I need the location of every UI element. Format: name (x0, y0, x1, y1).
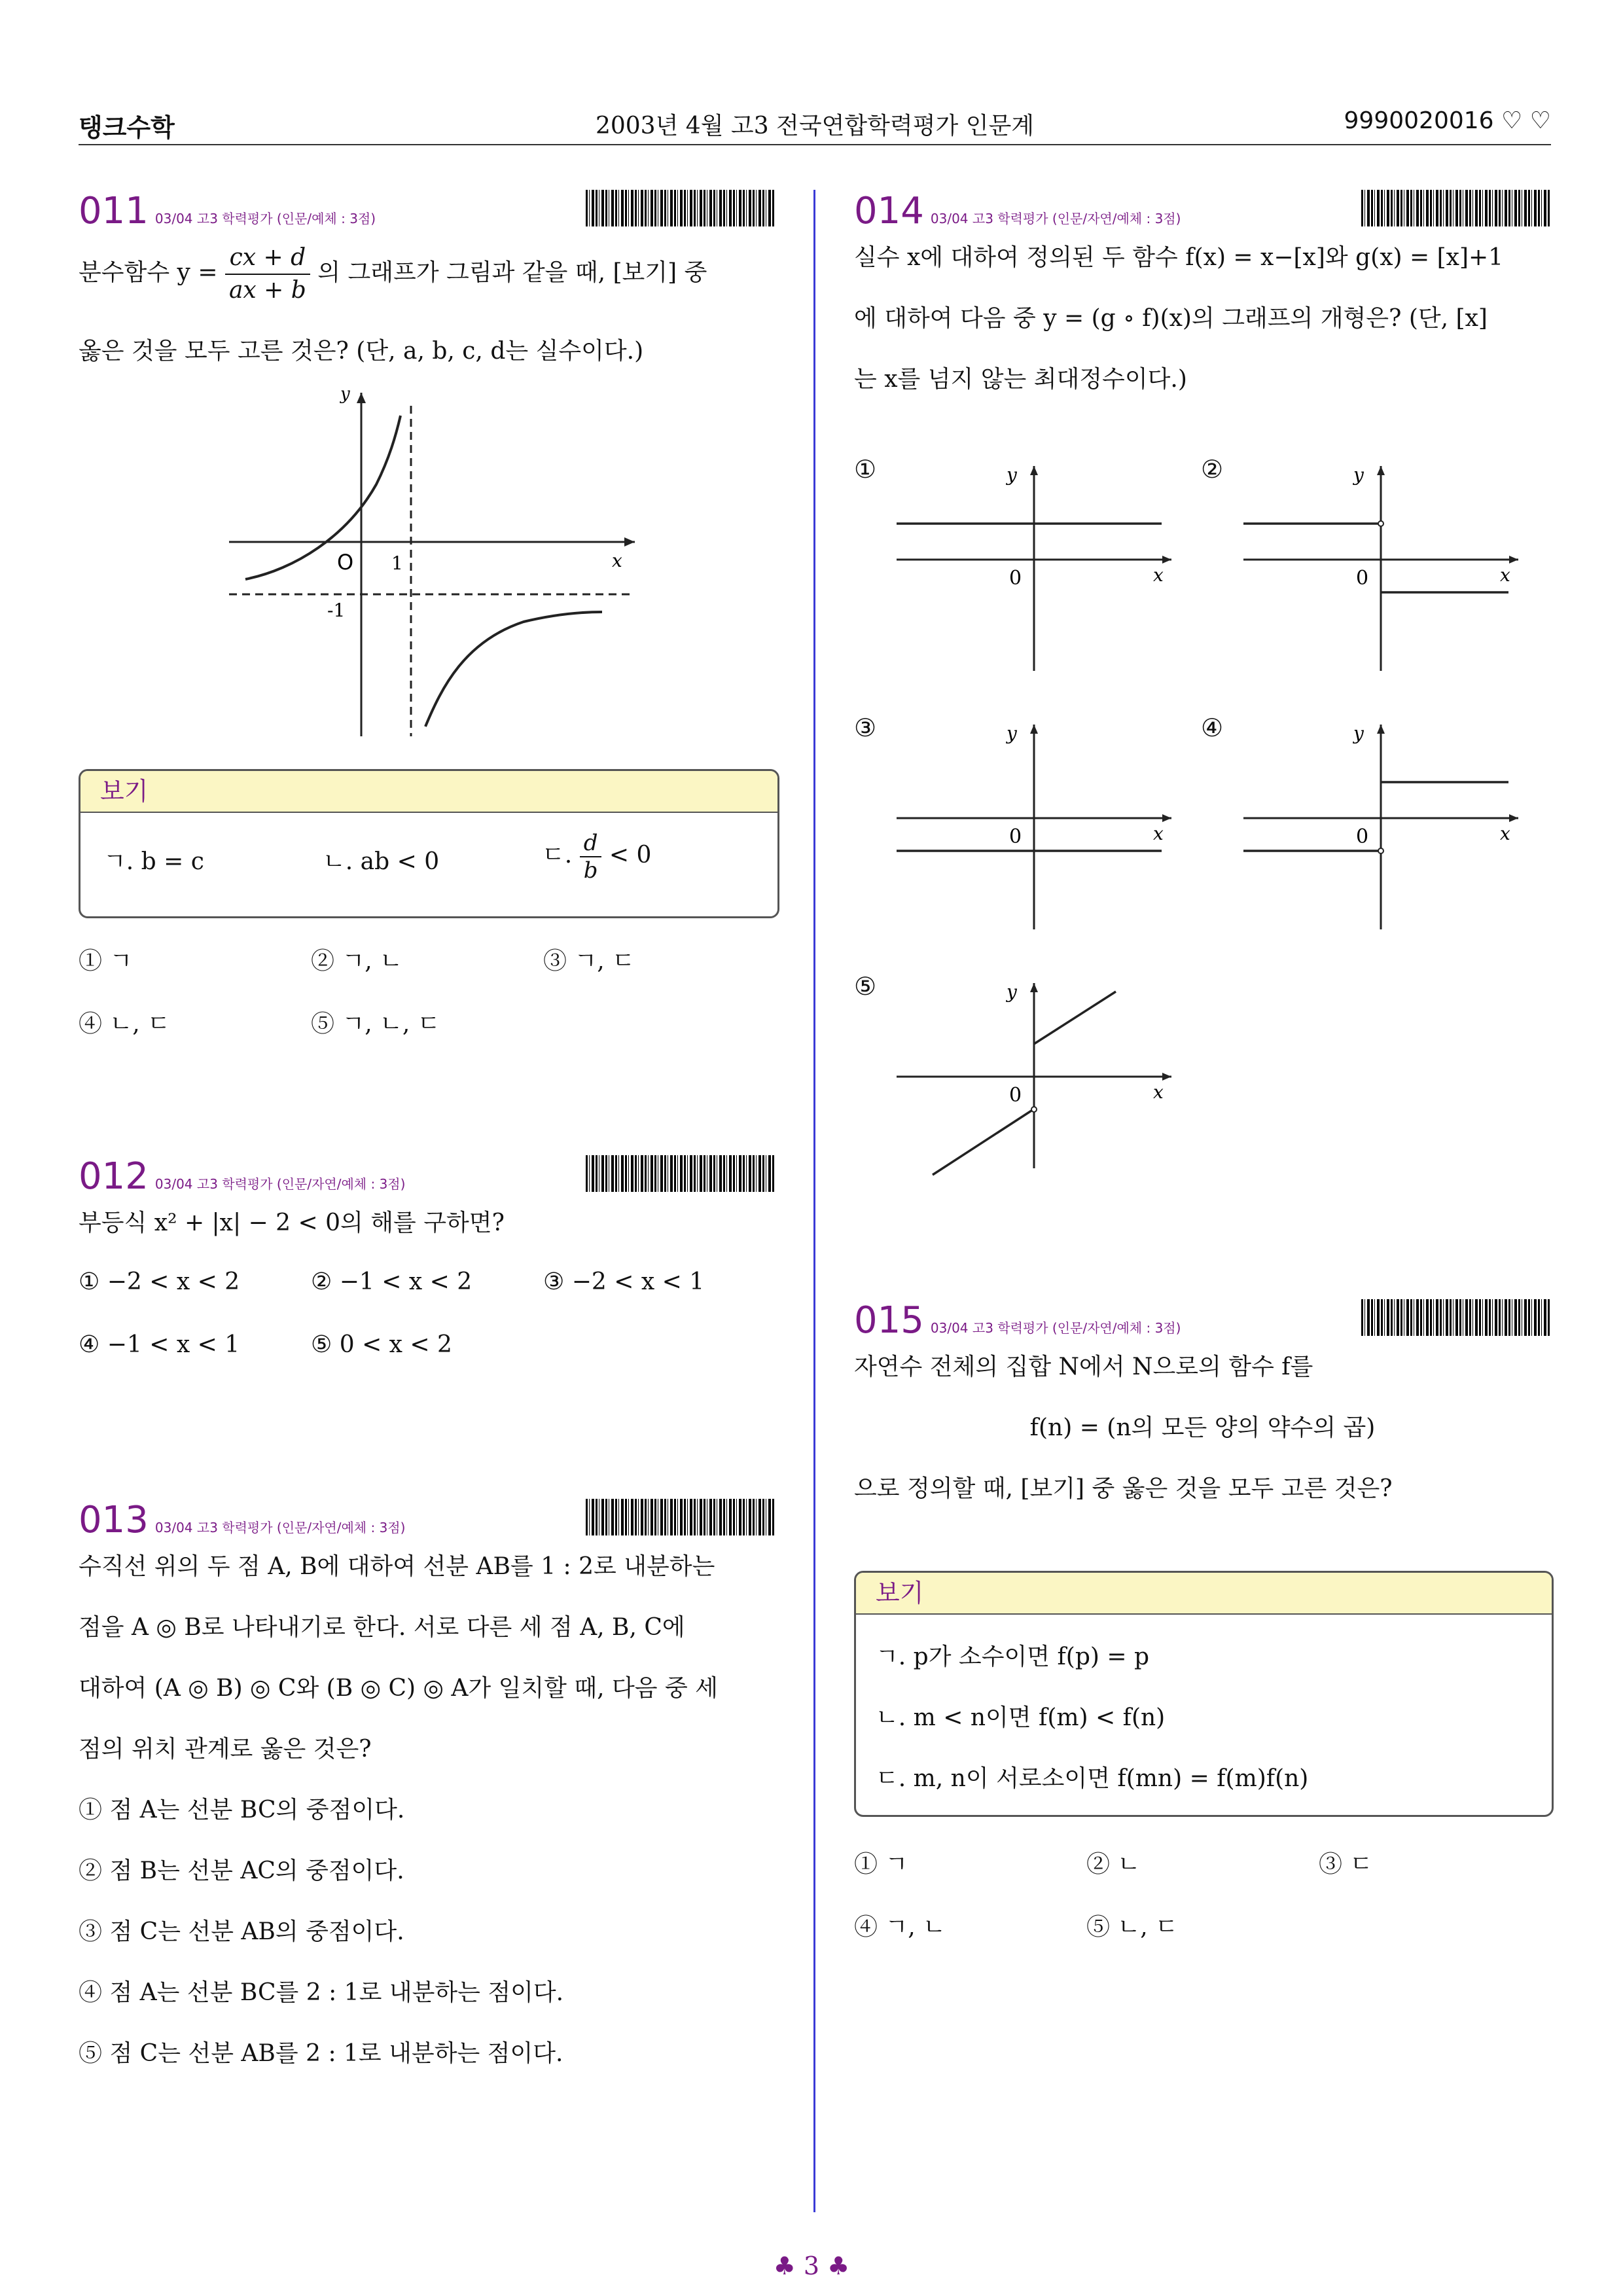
bogi-title: 보기 (80, 771, 777, 813)
choice-2[interactable]: ② −1 < x < 2 (311, 1268, 473, 1295)
bogi-item: ㄷ. m, n이 서로소이면 f(mn) = f(m)f(n) (876, 1765, 1309, 1792)
right-branch (425, 612, 602, 726)
choice-3[interactable]: ③ 점 C는 선분 AB의 중점이다. (79, 1918, 404, 1945)
bogi-item: ㄴ. m < n이면 f(m) < f(n) (876, 1704, 1166, 1731)
column-divider (813, 190, 815, 2212)
svg-text:y: y (1353, 723, 1364, 744)
question-014 (854, 190, 1551, 425)
choice-3[interactable]: ③ −2 < x < 1 (543, 1268, 705, 1295)
choice-4[interactable]: ④ ㄴ, ㄷ (79, 1011, 170, 1037)
option-3-graph[interactable] (897, 717, 1185, 933)
y-label: y (340, 384, 350, 404)
question-number: 013 (79, 1499, 149, 1541)
option-2-graph[interactable] (1243, 458, 1531, 674)
question-text: 수직선 위의 두 점 A, B에 대하여 선분 AB를 1 : 2로 내분하는 (79, 1553, 715, 1580)
question-number: 015 (854, 1299, 924, 1342)
page-number: ♣ 3 ♣ (773, 2251, 850, 2280)
bogi-item: ㄱ. b = c (103, 848, 204, 875)
svg-text:y: y (1007, 981, 1017, 1003)
question-text: 옳은 것을 모두 고른 것은? (단, a, b, c, d는 실수이다.) (79, 338, 644, 365)
option-4-label[interactable]: ④ (1201, 713, 1224, 742)
option-1-label[interactable]: ① (854, 455, 877, 484)
origin-label: O (337, 550, 354, 575)
question-text: 으로 정의할 때, [보기] 중 옳은 것을 모두 고른 것은? (854, 1475, 1393, 1502)
left-branch (245, 416, 401, 579)
formula: f(n) = (n의 모든 양의 약수의 곱) (1029, 1414, 1376, 1441)
question-text: 자연수 전체의 집합 N에서 N으로의 함수 f를 (854, 1354, 1313, 1380)
svg-text:0: 0 (1009, 1084, 1022, 1107)
svg-text:0: 0 (1009, 567, 1022, 590)
q015-choices (854, 1846, 1551, 1941)
question-015 (854, 1299, 1551, 1534)
choice-5[interactable]: ⑤ 점 C는 선분 AB를 2 : 1로 내분하는 점이다. (79, 2040, 563, 2067)
choice-2[interactable]: ② ㄱ, ㄴ (311, 948, 402, 975)
q015-bogi-box (854, 1571, 1554, 1817)
choice-4[interactable]: ④ 점 A는 선분 BC를 2 : 1로 내분하는 점이다. (79, 1979, 564, 2006)
choice-4[interactable]: ④ −1 < x < 1 (79, 1331, 240, 1358)
svg-text:0: 0 (1009, 825, 1022, 848)
question-number: 014 (854, 190, 924, 232)
choice-1[interactable]: ① ㄱ (79, 948, 133, 975)
choice-5[interactable]: ⑤ ㄴ, ㄷ (1086, 1914, 1178, 1941)
question-text: 는 x를 넘지 않는 최대정수이다.) (854, 366, 1187, 393)
option-2-label[interactable]: ② (1201, 455, 1224, 484)
bogi-item: ㄱ. p가 소수이면 f(p) = p (876, 1643, 1150, 1670)
question-header (854, 190, 1551, 242)
svg-text:x: x (1153, 564, 1164, 586)
question-header (79, 1499, 776, 1551)
bogi-item: ㄴ. ab < 0 (323, 848, 440, 875)
question-text: 점의 위치 관계로 옳은 것은? (79, 1736, 372, 1763)
tick-1: 1 (391, 552, 403, 574)
choice-1[interactable]: ① −2 < x < 2 (79, 1268, 240, 1295)
exam-title: 2003년 4월 고3 전국연합학력평가 인문계 (595, 113, 1035, 139)
svg-text:0: 0 (1356, 825, 1369, 848)
barcode (1361, 1299, 1551, 1336)
q012-choices (79, 1268, 776, 1360)
question-source: 03/04 고3 학력평가 (인문/자연/예체 : 3점) (154, 1176, 406, 1192)
question-source: 03/04 고3 학력평가 (인문/예체 : 3점) (154, 211, 376, 226)
question-013 (79, 1499, 776, 2099)
option-4-graph[interactable] (1243, 717, 1531, 933)
choice-5[interactable]: ⑤ ㄱ, ㄴ, ㄷ (311, 1011, 440, 1037)
choice-2[interactable]: ② ㄴ (1086, 1851, 1141, 1878)
question-text: 에 대하여 다음 중 y = (g ∘ f)(x)의 그래프의 개형은? (단, [x] (854, 305, 1488, 332)
question-011 (79, 190, 776, 397)
bogi-title: 보기 (856, 1573, 1552, 1615)
choice-1[interactable]: ① 점 A는 선분 BC의 중점이다. (79, 1797, 405, 1823)
question-text: 실수 x에 대하여 정의된 두 함수 f(x) = x−[x]와 g(x) = [x]+1 (854, 244, 1504, 271)
question-text: 분수함수 y = $\frac{cx + d}{ax + b}$ 의 그래프가 그림과 같을 때, [보기] 중 (79, 242, 776, 306)
question-text: 대하여 (A ◎ B) ◎ C와 (B ◎ C) ◎ A가 일치할 때, 다음 중 세 (79, 1675, 719, 1702)
svg-text:x: x (1500, 564, 1510, 586)
fraction: $\frac{cx + d}{ax + b}$ (225, 242, 310, 306)
question-header (79, 190, 776, 242)
choice-4[interactable]: ④ ㄱ, ㄴ (854, 1914, 946, 1941)
choice-1[interactable]: ① ㄱ (854, 1851, 908, 1878)
svg-text:0: 0 (1356, 567, 1369, 590)
barcode (586, 1155, 776, 1192)
question-source: 03/04 고3 학력평가 (인문/자연/예체 : 3점) (930, 1320, 1181, 1336)
publisher-name: 탱크수학 (79, 113, 175, 142)
q011-choices (79, 942, 776, 1037)
document-code: 9990020016 ♡ ♡ (1344, 107, 1551, 134)
choice-5[interactable]: ⑤ 0 < x < 2 (311, 1331, 452, 1358)
question-text: 부등식 x² + |x| − 2 < 0의 해를 구하면? (79, 1210, 505, 1236)
choice-3[interactable]: ③ ㄷ (1319, 1851, 1373, 1878)
barcode (586, 1499, 776, 1535)
tick-minus-1: -1 (327, 600, 346, 621)
option-5-graph[interactable] (897, 975, 1185, 1198)
q011-bogi-box (79, 769, 779, 918)
bogi-item: ㄷ. $\frac{d}{b}$ < 0 (542, 830, 652, 884)
question-number: 012 (79, 1155, 149, 1198)
option-3-label[interactable]: ③ (854, 713, 877, 742)
svg-text:y: y (1353, 464, 1364, 486)
choice-3[interactable]: ③ ㄱ, ㄷ (543, 948, 635, 975)
question-012 (79, 1155, 776, 1360)
question-number: 011 (79, 190, 149, 232)
q011-graph (216, 380, 648, 746)
svg-text:x: x (1500, 823, 1510, 844)
svg-text:y: y (1007, 464, 1017, 486)
option-1-graph[interactable] (897, 458, 1185, 674)
page-header (79, 105, 1551, 145)
question-source: 03/04 고3 학력평가 (인문/자연/예체 : 3점) (154, 1520, 406, 1535)
barcode (1361, 190, 1551, 226)
question-text: 점을 A ◎ B로 나타내기로 한다. 서로 다른 세 점 A, B, C에 (79, 1614, 685, 1641)
svg-text:y: y (1007, 723, 1017, 744)
question-source: 03/04 고3 학력평가 (인문/자연/예체 : 3점) (930, 211, 1181, 226)
question-header (79, 1155, 776, 1208)
svg-text:x: x (1153, 1081, 1164, 1103)
svg-text:x: x (1153, 823, 1164, 844)
choice-2[interactable]: ② 점 B는 선분 AC의 중점이다. (79, 1857, 404, 1884)
x-label: x (612, 550, 622, 571)
option-5-label[interactable]: ⑤ (854, 972, 877, 1001)
barcode (586, 190, 776, 226)
question-header (854, 1299, 1551, 1352)
